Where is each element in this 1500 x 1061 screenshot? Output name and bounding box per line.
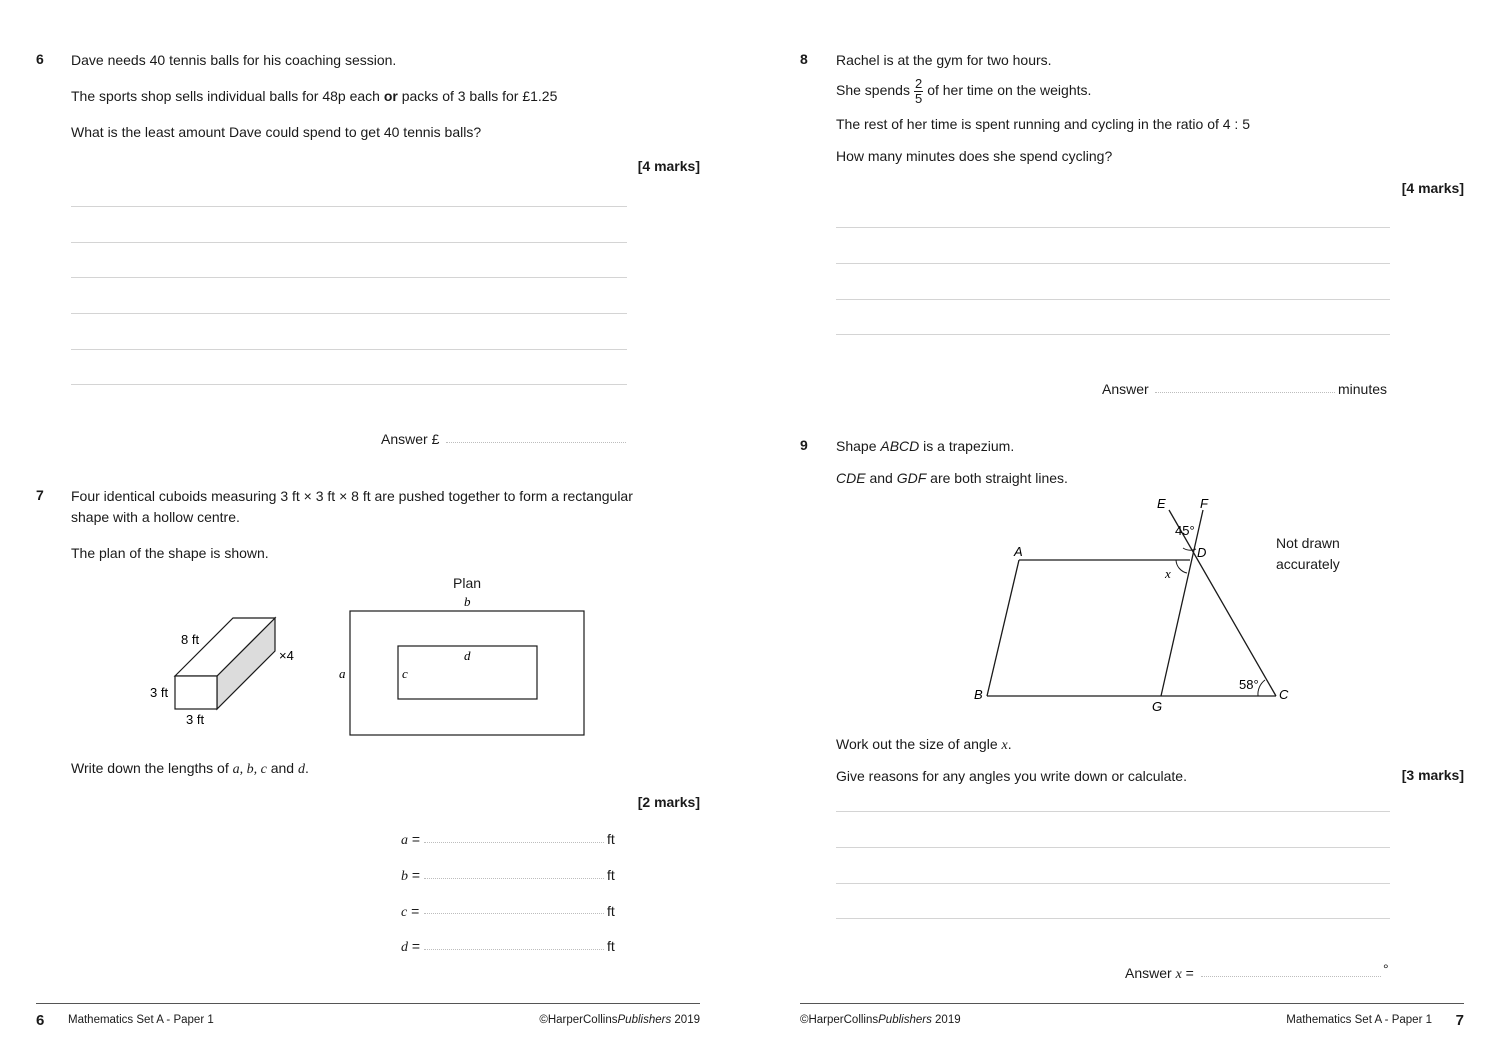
q6-working-line[interactable] [71,384,627,385]
q8-line1: Rachel is at the gym for two hours. [836,52,1052,68]
point-label-d: D [1197,545,1207,560]
q6-line2 [71,87,557,105]
q7-answer-d-eq: = [408,938,421,954]
q9-line2-it1: CDE [836,470,866,486]
footer-copyright-left-it: Publishers [617,1014,672,1026]
q7-answer-c-var: c [401,905,408,920]
q7-answer-a-field[interactable] [424,842,604,843]
q9-answer-label-text: Answer [1125,965,1176,981]
q7-line1b: shape with a hollow centre. [71,509,240,525]
q8-answer-field[interactable] [1155,392,1335,393]
q8-fraction-denominator: 5 [914,90,923,106]
footer-copyright-right [800,1014,961,1026]
q9-working-line[interactable] [836,847,1390,848]
q9-answer-eq: = [1181,965,1194,981]
q7-number: 7 [36,487,44,503]
q7-answer-b-label [401,866,420,886]
q9-working-line[interactable] [836,811,1390,812]
q9-working-line[interactable] [836,918,1390,919]
angle-label-45: 45° [1175,523,1195,538]
q7-marks: [2 marks] [637,794,700,810]
footer-copyright-left [539,1014,700,1026]
q9-line3-var: x [1001,738,1008,753]
q8-working-line[interactable] [836,299,1390,300]
q9-marks: [3 marks] [1401,767,1464,783]
angle-arc-c [1258,680,1265,696]
point-label-e: E [1157,496,1166,511]
q7-answer-b-field[interactable] [424,878,604,879]
q9-answer-field[interactable] [1201,976,1381,977]
q7-instruction [71,759,309,779]
footer-copyright-right-pre: ©HarperCollins [800,1014,879,1026]
footer-title-left: Mathematics Set A - Paper 1 [68,1014,214,1026]
not-drawn-note-line2: accurately [1276,556,1340,572]
q6-working-line[interactable] [71,349,627,350]
q8-working-line[interactable] [836,334,1390,335]
q6-line3: What is the least amount Dave could spend to get 40 tennis balls? [71,124,482,140]
q9-number: 9 [800,437,808,453]
q8-answer-label: Answer [1102,381,1149,397]
q7-answer-a-unit: ft [607,831,615,847]
plan-label-a: a [339,666,346,681]
q8-line3: The rest of her time is spent running and cycling in the ratio of 4 : 5 [836,116,1250,132]
q9-answer-unit: ° [1383,961,1389,977]
q7-instruction-vars: a, b, c [232,762,267,777]
q8-fraction [914,77,923,106]
q9-line2-post: are both straight lines. [926,470,1068,486]
footer-copyright-left-pre: ©HarperCollins [539,1014,618,1026]
q7-answer-b-var: b [401,869,408,884]
plan-diagram [330,590,600,740]
angle-label-58: 58° [1239,677,1259,692]
q6-line2-bold: or [383,88,398,104]
q7-answer-d-unit: ft [607,938,615,954]
cuboid-length-label: 8 ft [181,632,200,647]
q6-line2-pre: The sports shop sells individual balls for 48p each [71,88,384,104]
q7-answer-a-eq: = [408,831,421,847]
q7-instruction-pre: Write down the lengths of [71,760,233,776]
q9-line3-post: . [1007,736,1012,752]
q8-line4: How many minutes does she spend cycling? [836,148,1113,164]
side-ab [987,560,1019,696]
q8-line2 [836,72,1091,108]
q6-working-line[interactable] [71,242,627,243]
plan-label-d: d [464,648,471,663]
q6-working-line[interactable] [71,313,627,314]
q8-marks: [4 marks] [1401,180,1464,196]
q7-line1: Four identical cuboids measuring 3 ft × 3 ft × 8 ft are pushed together to form a rectangular [71,488,633,504]
q9-answer-label [1125,964,1194,984]
point-label-f: F [1200,496,1208,511]
q9-line2-it2: GDF [896,470,927,486]
q9-line1-pre: Shape [836,438,881,454]
cuboid-front-face [175,676,217,709]
footer-title-right: Mathematics Set A - Paper 1 [1286,1014,1432,1026]
q6-working-line[interactable] [71,277,627,278]
q9-line3-pre: Work out the size of angle [836,736,1002,752]
q8-line2-post: of her time on the weights. [927,82,1092,98]
q6-line1: Dave needs 40 tennis balls for his coaching session. [71,52,397,68]
footer-rule-right [800,1003,1464,1004]
cuboid-times-label: ×4 [279,648,294,663]
q7-answer-a-label [401,830,420,850]
q7-answer-c-eq: = [407,903,420,919]
q9-line2-and: and [865,470,897,486]
q7-answer-c-field[interactable] [424,913,604,914]
angle-label-x: x [1165,566,1171,581]
q6-line2-post: packs of 3 balls for £1.25 [397,88,558,104]
q8-number: 8 [800,51,808,67]
footer-copyright-left-post: 2019 [671,1014,700,1026]
q9-line1 [836,437,1014,455]
q7-instruction-d: d [297,762,305,777]
q7-instruction-end: . [304,760,309,776]
footer-page-number-right: 7 [1455,1012,1464,1029]
q7-answer-c-unit: ft [607,903,615,919]
q7-answer-d-label [401,937,420,957]
footer-rule-left [36,1003,700,1004]
q6-number: 6 [36,51,44,67]
q9-answer-var: x [1175,967,1182,982]
plan-label-b: b [464,594,471,609]
q9-line3 [836,735,1012,755]
q9-working-line[interactable] [836,883,1390,884]
not-drawn-note-line1: Not drawn [1276,535,1340,551]
q9-line4: Give reasons for any angles you write down or calculate. [836,768,1187,784]
q7-answer-c-label [401,902,419,922]
q8-working-line[interactable] [836,263,1390,264]
q8-working-line[interactable] [836,227,1390,228]
q8-fraction-numerator: 2 [914,75,923,91]
q8-line2-pre: She spends [836,82,910,98]
plan-label-c: c [402,666,408,681]
q7-answer-d-field[interactable] [424,949,604,950]
q7-answer-b-eq: = [408,867,421,883]
q9-line1-post: is a trapezium. [919,438,1015,454]
q7-answer-b-unit: ft [607,867,615,883]
point-label-a: A [1014,544,1023,559]
q7-line2: The plan of the shape is shown. [71,545,269,561]
point-label-c: C [1279,687,1289,702]
q9-line1-it: ABCD [880,438,920,454]
q7-answer-d-var: d [401,940,408,955]
angle-arc-x [1176,560,1187,573]
plan-title: Plan [453,575,482,591]
point-label-g: G [1152,699,1163,714]
q6-working-line[interactable] [71,206,627,207]
cuboid-height-label: 3 ft [150,685,169,700]
footer-page-number-left: 6 [36,1012,45,1029]
q8-answer-unit: minutes [1338,381,1388,397]
q7-instruction-and: and [266,760,298,776]
q9-line2 [836,469,1068,487]
cuboid-width-label: 3 ft [186,712,205,727]
q6-answer-field[interactable] [446,442,626,443]
q6-answer-label: Answer £ [381,431,440,447]
trapezium-diagram [960,490,1300,720]
cuboid-diagram [140,610,310,735]
footer-copyright-right-it: Publishers [878,1014,932,1026]
point-label-b: B [974,687,983,702]
plan-outer-rect [350,611,584,735]
q7-answer-a-var: a [401,833,408,848]
q6-marks: [4 marks] [637,158,700,174]
footer-copyright-right-post: 2019 [931,1014,961,1026]
